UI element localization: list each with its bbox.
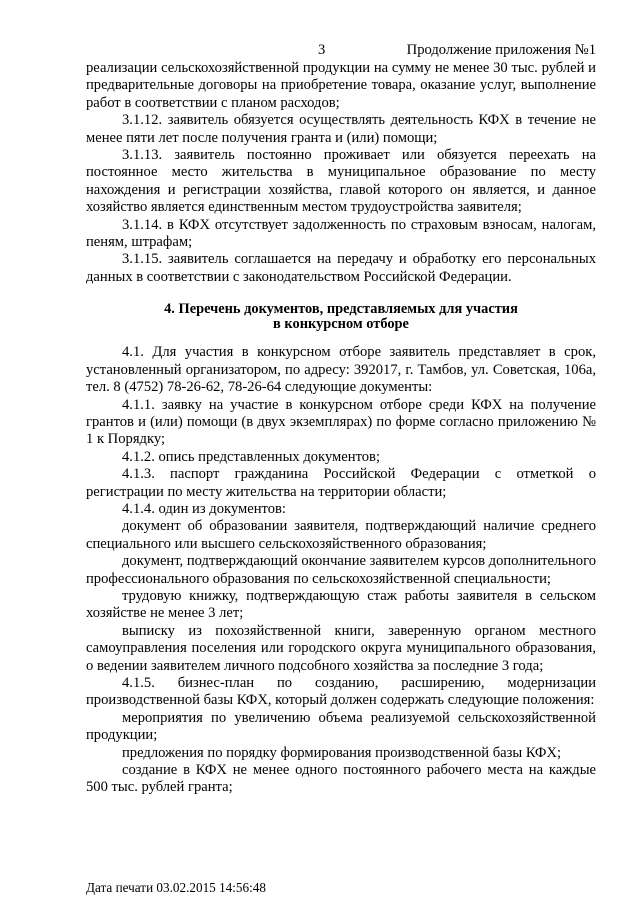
paragraph-4-1-2: 4.1.2. опись представленных документов;: [122, 448, 380, 465]
paragraph-4-1: 4.1. Для участия в конкурсном отборе заявитель представляет в срок, установленный организатором, по адресу: 392017, г. Тамбов, ул. Советская, 106а, тел. 8 (4752) 78-26-62, 78-26-64 следующие документы:: [86, 344, 596, 396]
document-page: [86, 42, 596, 797]
paragraph-4-1-5: 4.1.5. бизнес-план по созданию, расширению, модернизации производственной базы КФХ, который должен содержать следующие положения:: [86, 675, 596, 709]
paragraph-4-1-4: 4.1.4. один из документов:: [122, 500, 286, 517]
section-4-title-line2: в конкурсном отборе: [273, 316, 409, 333]
paragraph-4-1-1: 4.1.1. заявку на участие в конкурсном отборе среди КФХ на получение грантов и (или) помощи (в двух экземплярах) по форме согласно приложению № 1 к Порядку;: [86, 396, 596, 448]
appendix-note: Продолжение приложения №1: [406, 42, 596, 58]
paragraph-3-1-15: 3.1.15. заявитель соглашается на передачу и обработку его персональных данных в соответствии с законодательством Российской Федерации.: [86, 251, 596, 285]
page-header: [86, 42, 596, 60]
section-4-title-line1: 4. Перечень документов, представляемых для участия: [164, 301, 518, 318]
paragraph-4-1-3: 4.1.3. паспорт гражданина Российской Федерации с отметкой о регистрации по месту жительства на территории области;: [86, 466, 596, 500]
paragraph-3-1-14: 3.1.14. в КФХ отсутствует задолженность по страховым взносам, налогам, пеням, штрафам;: [86, 216, 596, 251]
list-item-sales-growth: мероприятия по увеличению объема реализуемой сельскохозяйственной продукции;: [86, 709, 596, 744]
list-item-education: документ об образовании заявителя, подтверждающий наличие среднего специального или высшего сельскохозяйственного образования;: [86, 518, 596, 552]
list-item-production-base: предложения по порядку формирования производственной базы КФХ;: [122, 744, 562, 761]
list-item-household-book: выписку из похозяйственной книги, заверенную органом местного самоуправления поселения или городского округа муниципального образования, о ведении заявителем личного подсобного хозяйства за последние 3 года;: [86, 622, 596, 674]
list-item-jobs: создание в КФХ не менее одного постоянного рабочего места на каждые 500 тыс. рублей гранта;: [86, 762, 596, 796]
list-item-work-book: трудовую книжку, подтверждающую стаж работы заявителя в сельском хозяйстве не менее 3 лет;: [86, 587, 596, 622]
page-number: 3: [318, 42, 326, 58]
list-item-courses: документ, подтверждающий окончание заявителем курсов дополнительного профессионального образования по сельскохозяйственной специальности;: [86, 553, 596, 587]
print-date: Дата печати 03.02.2015 14:56:48: [86, 880, 266, 895]
paragraph-3-1-12: 3.1.12. заявитель обязуется осуществлять деятельность КФХ в течение не менее пяти лет после получения гранта и (или) помощи;: [86, 112, 596, 146]
paragraph-3-1-13: 3.1.13. заявитель постоянно проживает или обязуется переехать на постоянное место жительства в муниципальное образование по месту нахождения и регистрации хозяйства, главой которого он является, и данное хозяйство является единственным местом трудоустройства заявителя;: [86, 147, 596, 216]
paragraph-continuation: реализации сельскохозяйственной продукции на сумму не менее 30 тыс. рублей и предварительные договоры на приобретение товара, оказание услуг, выполнение работ в соответствии с планом расходов;: [86, 60, 596, 111]
section-4-title: [86, 302, 596, 332]
